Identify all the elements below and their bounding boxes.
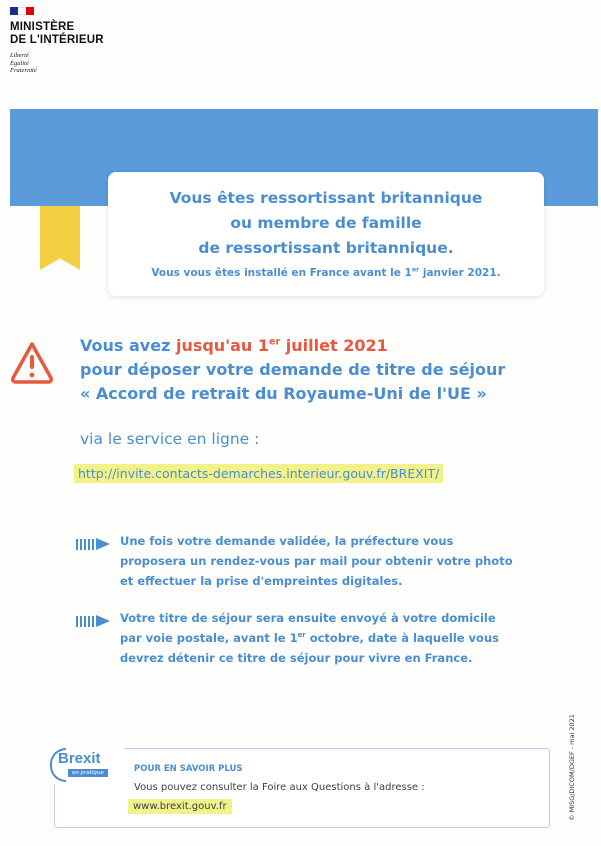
online-service-label: via le service en ligne : — [80, 430, 260, 448]
arrow-bullet-icon — [76, 615, 114, 628]
deadline-block — [80, 334, 585, 406]
french-flag-icon — [10, 7, 34, 15]
ribbon-bookmark — [40, 206, 80, 270]
deadline-line-1: Vous avez jusqu'au 1er juillet 2021 — [80, 336, 388, 355]
faq-link[interactable]: www.brexit.gouv.fr — [128, 799, 232, 814]
warning-triangle-icon — [10, 340, 54, 388]
logo-word: Brexit — [58, 750, 101, 767]
motto-egalite: Égalité — [10, 59, 29, 67]
intro-card — [108, 172, 544, 296]
ministry-line-2: DE L'INTÉRIEUR — [10, 34, 104, 46]
republic-motto — [10, 52, 37, 75]
copyright-note: © MISG/DICOM/DGEF - mai 2021 — [568, 714, 576, 821]
deadline-date: jusqu'au 1er juillet 2021 — [175, 336, 388, 355]
intro-title — [108, 186, 544, 261]
intro-line-2: ou membre de famille — [230, 214, 422, 232]
bullet-delivery: Votre titre de séjour sera ensuite envoyé à votre domicile par voie postale, avant le 1er octobre, date à laquelle vous devrez détenir ce titre de séjour pour vivre en France. — [120, 611, 499, 665]
ministry-line-1: MINISTÈRE — [10, 21, 75, 33]
info-text: Vous pouvez consulter la Foire aux Questions à l'adresse : — [134, 782, 425, 793]
motto-liberte: Liberté — [10, 52, 29, 59]
intro-line-1: Vous êtes ressortissant britannique — [169, 189, 483, 207]
bullet-appointment: Une fois votre demande validée, la préfecture vous proposera un rendez-vous par mail pour obtenir votre photo et effectuer la prise d'empreintes digitales. — [120, 534, 513, 588]
ministry-name — [10, 21, 104, 47]
intro-line-3: de ressortissant britannique. — [198, 239, 454, 257]
service-url-link[interactable]: http://invite.contacts-demarches.interieur.gouv.fr/BREXIT/ — [74, 464, 443, 483]
deadline-line-3: « Accord de retrait du Royaume-Uni de l'UE » — [80, 384, 487, 403]
brexit-logo — [50, 748, 124, 784]
motto-fraternite: Fraternité — [10, 67, 37, 74]
arrow-bullet-icon — [76, 538, 114, 551]
logo-tag: en pratique — [68, 769, 108, 777]
intro-subtitle: Vous vous êtes installé en France avant le 1er janvier 2021. — [151, 266, 501, 279]
info-heading: POUR EN SAVOIR PLUS — [134, 764, 243, 774]
deadline-line-2: pour déposer votre demande de titre de séjour — [80, 360, 506, 379]
